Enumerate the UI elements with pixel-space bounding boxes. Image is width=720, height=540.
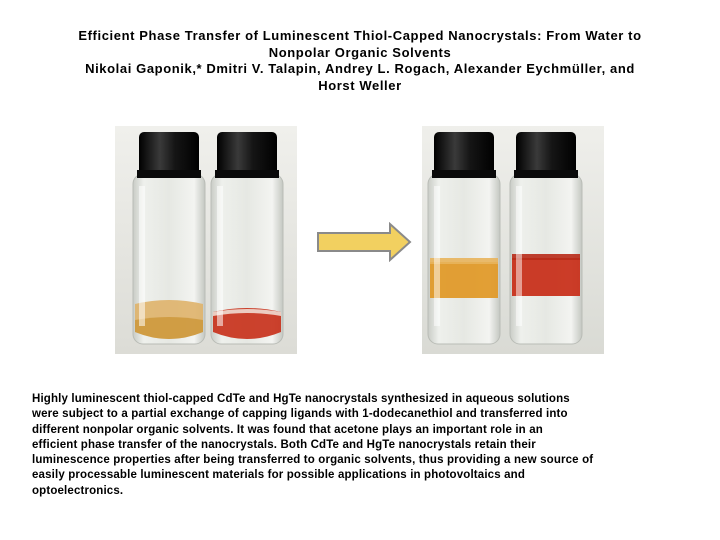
abstract-line: luminescence properties after being transferred to organic solvents, thus providing a new source of bbox=[32, 454, 594, 467]
cdte-vial-before bbox=[133, 132, 205, 344]
right-arrow-icon bbox=[316, 222, 412, 262]
hgte-vial-after bbox=[510, 132, 582, 344]
paper-header bbox=[20, 28, 700, 94]
abstract-line: different nonpolar organic solvents. It was found that acetone plays an important role in an bbox=[32, 423, 543, 436]
paper-title-line-1: Efficient Phase Transfer of Luminescent Thiol-Capped Nanocrystals: From Water to bbox=[78, 28, 642, 43]
hgte-vial-before bbox=[211, 132, 283, 344]
abstract-line: Highly luminescent thiol-capped CdTe and HgTe nanocrystals synthesized in aqueous solutions bbox=[32, 393, 570, 405]
abstract-line: optoelectronics. bbox=[32, 484, 124, 497]
authors-line-1: Nikolai Gaponik,* Dmitri V. Talapin, Andrey L. Rogach, Alexander Eychmüller, and bbox=[85, 61, 635, 76]
abstract-text bbox=[32, 392, 692, 499]
authors-line-2: Horst Weller bbox=[318, 77, 402, 93]
abstract-line: easily processable luminescent materials for possible applications in photovoltaics and bbox=[32, 469, 526, 482]
abstract-line: were subject to a partial exchange of capping ligands with 1-dodecanethiol and transferred into bbox=[32, 408, 568, 421]
vials-before-transfer-photo bbox=[115, 126, 297, 354]
vials-after-transfer-photo bbox=[422, 126, 604, 354]
paper-title-line-2: Nonpolar Organic Solvents bbox=[268, 44, 452, 60]
cdte-vial-after bbox=[428, 132, 500, 344]
abstract-line: efficient phase transfer of the nanocrystals. Both CdTe and HgTe nanocrystals retain their bbox=[32, 438, 536, 451]
